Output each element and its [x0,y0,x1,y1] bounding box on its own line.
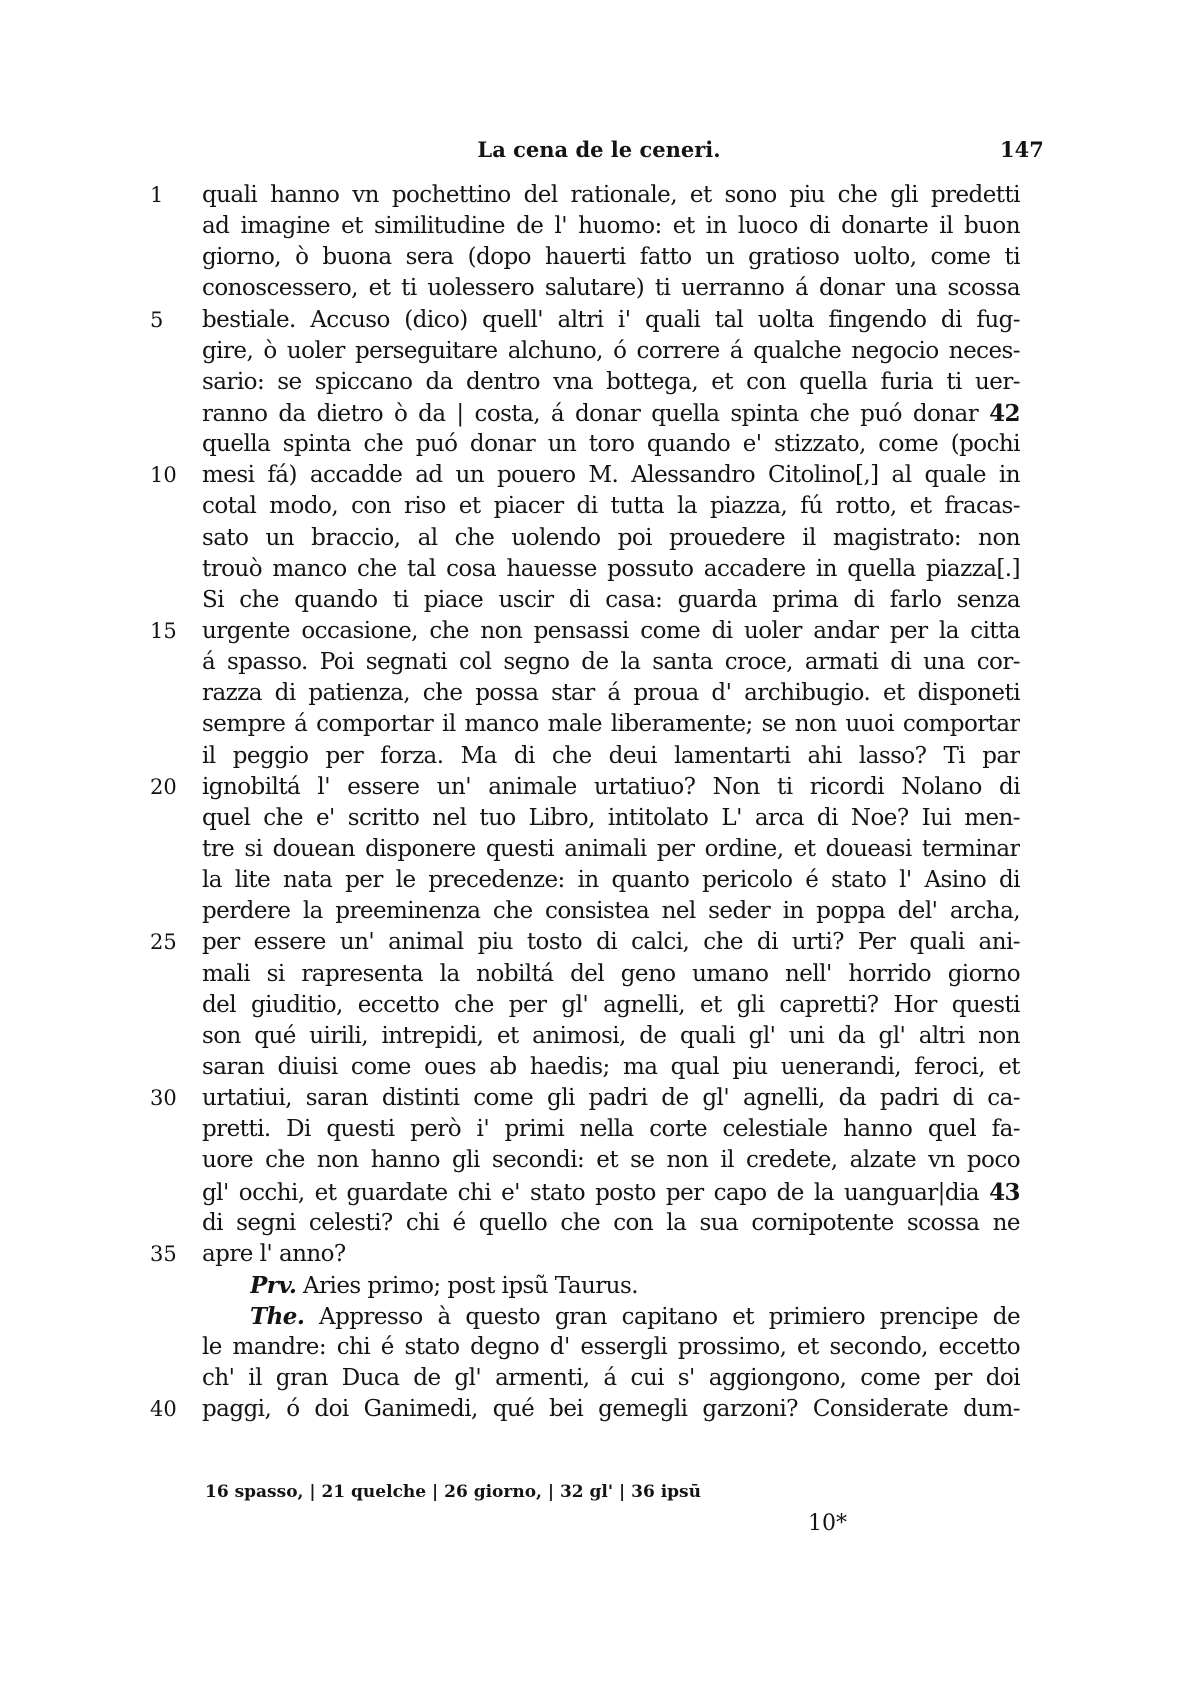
line-number: 30 [150,1086,177,1111]
line-text [202,741,1020,772]
line-text [202,1363,1020,1394]
line-number: 1 [150,183,164,207]
text-line [0,647,1198,678]
line-text [202,523,1020,554]
text-line [0,927,1198,958]
line-text [202,1145,1020,1176]
text-line [0,180,1198,211]
text-line [0,1270,1198,1301]
line-text [202,491,1020,522]
line-content: saran diuisi come oues ab haedis; ma qual piu uenerandi, feroci, et [202,1053,1020,1080]
text-line [0,429,1198,460]
speaker-label: Prv. [250,1271,297,1299]
text-line [0,491,1198,522]
line-text [202,678,1020,709]
text-line [0,616,1198,647]
text-line [0,398,1198,429]
critical-apparatus: 16 spasso, | 21 quelche | 26 giorno, | 32 gl' | 36 ipsū [205,1482,701,1502]
line-content: Appresso à questo gran capitano et primiero prencipe de [319,1304,1020,1331]
line-text [202,336,1020,367]
line-text [202,896,1020,927]
line-text [202,1394,1020,1425]
line-text [202,709,1020,740]
line-text [202,1114,1020,1145]
line-content: bestiale. Accuso (dico) quell' altri i' quali tal uolta fingendo di fug- [202,306,1020,333]
text-line [0,896,1198,927]
line-content: ch' il gran Duca de gl' armenti, á cui s' aggiongono, come per doi [202,1365,1020,1392]
text-line [0,1301,1198,1332]
line-text [202,367,1020,398]
line-content: gl' occhi, et guardate chi e' stato posto per capo de la uanguar|dia [202,1179,980,1206]
text-line [0,460,1198,491]
line-number: 20 [150,774,177,799]
line-content: sario: se spiccano da dentro vna bottega, et con quella furia ti uer- [202,368,1020,395]
signature-mark: 10* [808,1511,847,1536]
text-line [0,1021,1198,1052]
line-content: son qué uirili, intrepidi, et animosi, de quali gl' uni da gl' altri non [202,1022,1020,1049]
text-line [0,1363,1198,1394]
text-line [0,242,1198,273]
line-text [202,1021,1020,1052]
line-content: il peggio per forza. Ma di che deui lamentarti ahi lasso? Ti par [202,742,1020,769]
line-content: apre l' anno? [202,1240,346,1267]
text-line [0,709,1198,740]
line-text [202,460,1020,491]
text-line [0,523,1198,554]
line-text [202,865,1020,896]
text-line [0,211,1198,242]
text-line [0,554,1198,585]
line-text [202,959,1020,990]
line-content: ranno da dietro ò da | costa, á donar quella spinta che puó donar [202,400,979,427]
line-text [202,647,1020,678]
body-text [0,180,1198,1426]
text-line [0,273,1198,304]
line-content: pretti. Di questi però i' primi nella corte celestiale hanno quel fa- [202,1116,1020,1143]
line-text [202,803,1020,834]
line-content: trouò manco che tal cosa hauesse possuto accadere in quella piazza[.] [202,555,1020,582]
line-content: quali hanno vn pochettino del rationale, et sono piu che gli predetti [202,182,1020,208]
line-text [202,1052,1020,1083]
text-line [0,1114,1198,1145]
line-text [202,834,1020,865]
line-content: á spasso. Poi segnati col segno de la santa croce, armati di una cor- [202,649,1020,676]
line-number: 15 [150,618,177,643]
line-number: 40 [150,1397,177,1422]
speaker-label: The. [250,1303,305,1331]
text-line [0,1145,1198,1176]
line-text [250,1301,1020,1333]
text-line [0,865,1198,896]
line-content: urgente occasione, che non pensassi come di uoler andar per la citta [202,617,1020,644]
line-text [202,616,1020,647]
line-content: giorno, ò buona sera (dopo hauerti fatto un gratioso uolto, come ti [202,244,1020,271]
line-text [202,1208,1020,1239]
edition-page-ref: 43 [989,1178,1020,1206]
line-text [202,305,1020,336]
line-content: gire, ò uoler perseguitare alchuno, ó correre á qualche negocio neces- [202,337,1020,364]
line-number: 25 [150,930,177,955]
line-content: di segni celesti? chi é quello che con la sua cornipotente scossa ne [202,1209,1020,1236]
line-content: mesi fá) accadde ad un pouero M. Alessandro Citolino[,] al quale in [202,462,1020,489]
line-content: tre si douean disponere questi animali per ordine, et doueasi terminar [202,835,1020,862]
line-content: quella spinta che puó donar un toro quando e' stizzato, come (pochi [202,431,1020,458]
text-line [0,305,1198,336]
line-text [202,990,1020,1021]
line-text [202,554,1020,585]
line-content: Aries primo; post ipsũ Taurus. [303,1272,638,1299]
edition-page-ref: 42 [989,399,1020,427]
text-line [0,336,1198,367]
text-line [0,678,1198,709]
line-text [202,273,1020,304]
line-content: cotal modo, con riso et piacer di tutta la piazza, fú rotto, et fracas- [202,493,1020,520]
line-number: 35 [150,1241,177,1266]
line-text [202,927,1020,958]
line-text [250,1270,1020,1302]
running-head: La cena de le ceneri. [477,137,721,162]
text-line [0,1177,1198,1208]
line-content: conoscessero, et ti uolessero salutare) ti uerranno á donar una scossa [202,275,1020,302]
line-text [202,1083,1020,1114]
text-line [0,585,1198,616]
text-line [0,1208,1198,1239]
text-line [0,1083,1198,1114]
text-line [0,1052,1198,1083]
line-content: sempre á comportar il manco male liberamente; se non uuoi comportar [202,711,1020,738]
line-text [202,585,1020,616]
line-text [202,772,1020,803]
line-content: del giuditio, eccetto che per gl' agnelli, et gli capretti? Hor questi [202,991,1020,1018]
line-content: la lite nata per le precedenze: in quanto pericolo é stato l' Asino di [202,867,1020,894]
text-line [0,1332,1198,1363]
page-number: 147 [1000,137,1044,162]
line-text [202,242,1020,273]
line-text [202,211,1020,242]
text-line [0,741,1198,772]
text-line [0,1239,1198,1270]
text-line [0,990,1198,1021]
line-content: ad imagine et similitudine de l' huomo: et in luoco di donarte il buon [202,213,1020,240]
text-line [0,803,1198,834]
line-content: quel che e' scritto nel tuo Libro, intitolato L' arca di Noe? Iui men- [202,804,1020,831]
line-content: per essere un' animal piu tosto di calci, che di urti? Per quali ani- [202,929,1020,956]
line-content: razza di patienza, che possa star á proua d' archibugio. et disponeti [202,680,1020,707]
text-line [0,834,1198,865]
text-line [0,959,1198,990]
line-text [202,180,1020,211]
line-text [202,429,1020,460]
text-line [0,1394,1198,1425]
line-content: le mandre: chi é stato degno d' essergli prossimo, et secondo, eccetto [202,1334,1020,1361]
line-content: paggi, ó doi Ganimedi, qué bei gemegli garzoni? Considerate dum- [202,1396,1020,1423]
line-number: 5 [150,307,164,332]
line-text [202,398,1020,430]
line-text [202,1332,1020,1363]
line-content: mali si rapresenta la nobiltá del geno umano nell' horrido giorno [202,960,1020,987]
text-line [0,772,1198,803]
line-number: 10 [150,463,177,488]
line-text [202,1177,1020,1209]
line-content: perdere la preeminenza che consistea nel seder in poppa del' archa, [202,898,1020,925]
line-text [202,1239,1020,1270]
line-content: ignobiltá l' essere un' animale urtatiuo? Non ti ricordi Nolano di [202,773,1020,800]
line-content: uore che non hanno gli secondi: et se non il credete, alzate vn poco [202,1147,1020,1174]
line-content: Si che quando ti piace uscir di casa: guarda prima di farlo senza [202,586,1020,613]
line-content: urtatiui, saran distinti come gli padri de gl' agnelli, da padri di ca- [202,1085,1020,1112]
text-line [0,367,1198,398]
line-content: sato un braccio, al che uolendo poi prouedere il magistrato: non [202,524,1020,551]
